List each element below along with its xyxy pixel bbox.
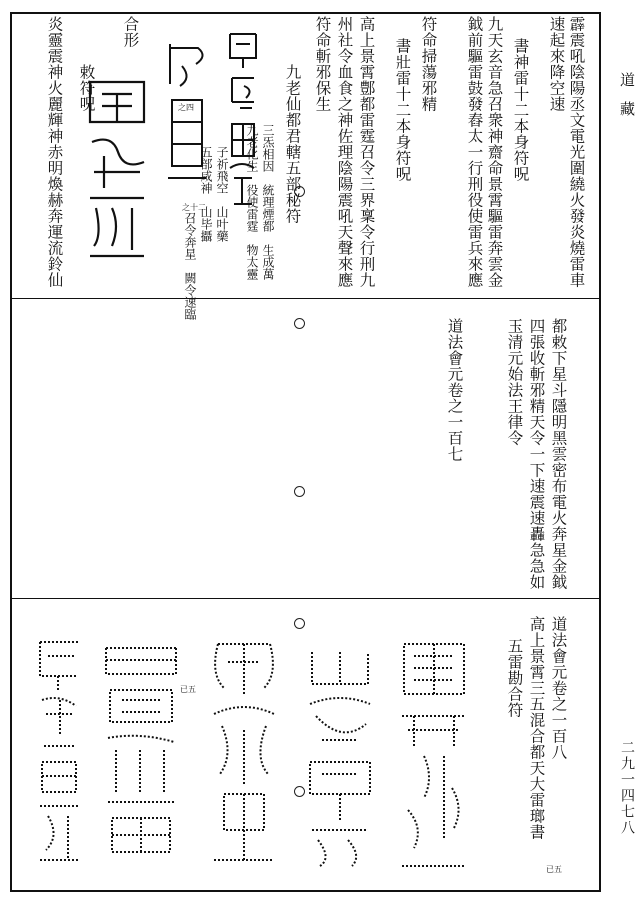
text-column: 高上景霄鄷都雷霆召令三界稟令行刑九 [357, 16, 376, 288]
text-column: 書神雷十二本身符呪 [511, 38, 530, 182]
verse-column: 子祈飛空 山叶藥 [215, 146, 229, 242]
talisman-seal [100, 642, 182, 862]
seal-label: 已五 [180, 685, 196, 694]
talisman-seal [302, 644, 378, 870]
text-column: 道法會元卷之一百七 [445, 318, 464, 462]
text-column: 高上景霄三五混合都天大雷瑯書 [527, 616, 546, 840]
text-column: 州社令血食之神佐理陰陽震吼天聲來應 [335, 16, 354, 288]
verse-column: 五部咸神 山毕攝 [199, 146, 213, 242]
seal-label: 之四 [178, 103, 194, 112]
text-column: 鉞前驅雷鼓發舂太一行刑役使雷兵來應 [465, 16, 484, 288]
seal-label: 已五 [546, 865, 562, 874]
text-column: 九老仙都君轄五部秘符 [283, 64, 302, 224]
text-column: 炎靈震神火麗輝神赤明煥赫奔運流鈴仙 [45, 16, 64, 288]
seal-label: 之十二 [182, 203, 206, 212]
panel-divider-bottom [10, 598, 601, 599]
talisman-seal [226, 28, 260, 208]
text-column: 敕符呪 [77, 64, 96, 112]
verse-column: 三炁相因 統理煙都 生成萬 [261, 124, 275, 280]
talisman-seal [82, 76, 152, 266]
text-column: 速起來降空速 [547, 16, 566, 112]
talisman-seal [204, 634, 284, 870]
verse-column: 九老化生 役使雷霆 物太靈 [245, 124, 259, 280]
text-column: 四張收斬邪精天令一下速震速轟急急如 [527, 318, 546, 590]
talisman-seal [162, 38, 212, 188]
text-column: 玉清元始法王律令 [505, 318, 524, 446]
bottom-panel [12, 616, 599, 886]
middle-panel [12, 318, 599, 596]
text-column: 合形 [121, 16, 140, 48]
text-column: 道法會元卷之一百八 [549, 616, 568, 760]
text-column: 霹震吼陰陽丞文電光圍繞火發炎燒雷車 [567, 16, 586, 288]
talisman-seal [34, 636, 84, 866]
verse-column: 召令奔星 闕令速臨 [183, 212, 197, 320]
top-panel [12, 16, 599, 320]
page-number-margin: 二九一四七八 [619, 740, 635, 836]
panel-divider-top [10, 298, 601, 299]
text-column: 符命斬邪保生 [313, 16, 332, 112]
talisman-seal [394, 638, 474, 878]
text-column: 都敕下星斗隱明黑雲密布電火奔星金鉞 [549, 318, 568, 590]
text-column: 書壯雷十二本身符呪 [393, 38, 412, 182]
text-column: 九天玄音急召衆神齋命景霄驅雷奔雲金 [485, 16, 504, 288]
text-column: 五雷勘合符 [505, 638, 524, 718]
book-title-margin: 道藏 [618, 72, 636, 130]
text-column: 符命掃蕩邪精 [419, 16, 438, 112]
